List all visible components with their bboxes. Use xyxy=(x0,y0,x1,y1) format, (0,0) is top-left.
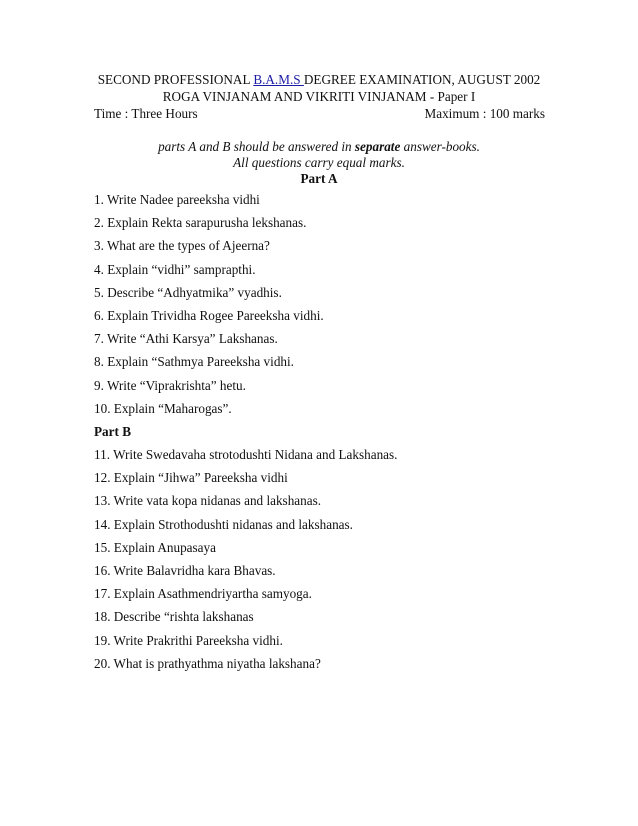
question-text: What is prathyathma niyatha lakshana? xyxy=(113,655,321,671)
question-list xyxy=(94,192,574,679)
degree-link[interactable]: B.A.M.S xyxy=(253,72,304,87)
question-item xyxy=(94,470,574,493)
question-text: Explain “Maharogas”. xyxy=(113,400,232,416)
question-text: Write Balavridha kara Bhavas. xyxy=(113,563,276,578)
question-item xyxy=(94,401,574,424)
question-item xyxy=(94,633,574,656)
question-text: Write Swedavaha strotodushti Nidana and Lakshanas. xyxy=(113,447,398,463)
question-number: 16. xyxy=(94,563,111,578)
question-text: Explain “Jihwa” Pareeksha vidhi xyxy=(113,470,288,486)
question-text: Describe “Adhyatmika” vyadhis. xyxy=(107,284,282,300)
question-number: 6. xyxy=(94,307,104,323)
question-number: 7. xyxy=(94,331,104,347)
question-number: 2. xyxy=(94,215,104,231)
instruction-suffix: answer-books. xyxy=(400,139,480,154)
question-number: 15. xyxy=(94,539,111,555)
question-text: Explain Rekta sarapurusha lekshanas. xyxy=(107,215,307,231)
question-text: Write Prakrithi Pareeksha vidhi. xyxy=(113,632,283,648)
question-number: 14. xyxy=(94,516,111,532)
question-number: 10. xyxy=(94,400,111,416)
question-number: 19. xyxy=(94,632,111,648)
question-text: Explain Strothodushti nidanas and lakshanas. xyxy=(113,516,353,532)
question-item xyxy=(94,262,574,285)
question-number: 13. xyxy=(94,493,111,509)
question-number: 9. xyxy=(94,377,104,393)
question-text: Write vata kopa nidanas and lakshanas. xyxy=(113,493,322,509)
paper-subject-title: ROGA VINJANAM AND VIKRITI VINJANAM - Paper I xyxy=(162,89,476,104)
question-item xyxy=(94,378,574,401)
question-number: 1. xyxy=(94,192,104,207)
question-text: What are the types of Ajeerna? xyxy=(106,238,270,254)
question-item xyxy=(94,331,574,354)
question-item xyxy=(94,285,574,308)
exam-max-marks: Maximum : 100 marks xyxy=(424,106,545,121)
question-item xyxy=(94,308,574,331)
question-text: Write “Viprakrishta” hetu. xyxy=(106,377,246,393)
question-number: 17. xyxy=(94,586,111,602)
question-item xyxy=(94,447,574,470)
instruction-emphasis: separate xyxy=(354,139,401,154)
exam-duration: Time : Three Hours xyxy=(94,106,198,121)
question-item xyxy=(94,517,574,540)
question-text: Explain Anupasaya xyxy=(113,539,216,555)
question-item xyxy=(94,609,574,632)
question-text: Describe “rishta lakshanas xyxy=(113,609,254,625)
question-item xyxy=(94,192,574,215)
question-item xyxy=(94,354,574,377)
question-number: 12. xyxy=(94,470,111,486)
part-a-heading: Part A xyxy=(300,171,338,186)
exam-title-suffix: DEGREE EXAMINATION, AUGUST 2002 xyxy=(303,72,541,87)
question-text: Write Nadee pareeksha vidhi xyxy=(106,192,260,207)
question-item xyxy=(94,215,574,238)
question-text: Explain “vidhi” samprapthi. xyxy=(107,261,256,277)
instruction-prefix: parts A and B should be answered in xyxy=(158,139,355,154)
question-item xyxy=(94,586,574,609)
question-number: 5. xyxy=(94,284,104,300)
question-number: 4. xyxy=(94,261,104,277)
instruction-line-2: All questions carry equal marks. xyxy=(233,155,405,170)
question-number: 8. xyxy=(94,354,104,370)
question-text: Write “Athi Karsya” Lakshanas. xyxy=(106,331,278,347)
question-number: 20. xyxy=(94,655,111,671)
question-number: 11. xyxy=(94,447,110,463)
question-item xyxy=(94,238,574,261)
exam-title-line xyxy=(0,72,638,88)
question-text: Explain “Sathmya Pareeksha vidhi. xyxy=(107,354,294,370)
part-b-heading: Part B xyxy=(94,423,131,439)
question-item xyxy=(94,563,574,586)
instruction-line-1 xyxy=(0,139,638,155)
question-number: 3. xyxy=(94,238,104,254)
question-item xyxy=(94,656,574,679)
question-text: Explain Asathmendriyartha samyoga. xyxy=(113,586,312,602)
question-item xyxy=(94,540,574,563)
question-item xyxy=(94,493,574,516)
question-text: Explain Trividha Rogee Pareeksha vidhi. xyxy=(107,307,324,323)
question-number: 18. xyxy=(94,609,111,625)
exam-title-prefix: SECOND PROFESSIONAL xyxy=(97,72,254,87)
